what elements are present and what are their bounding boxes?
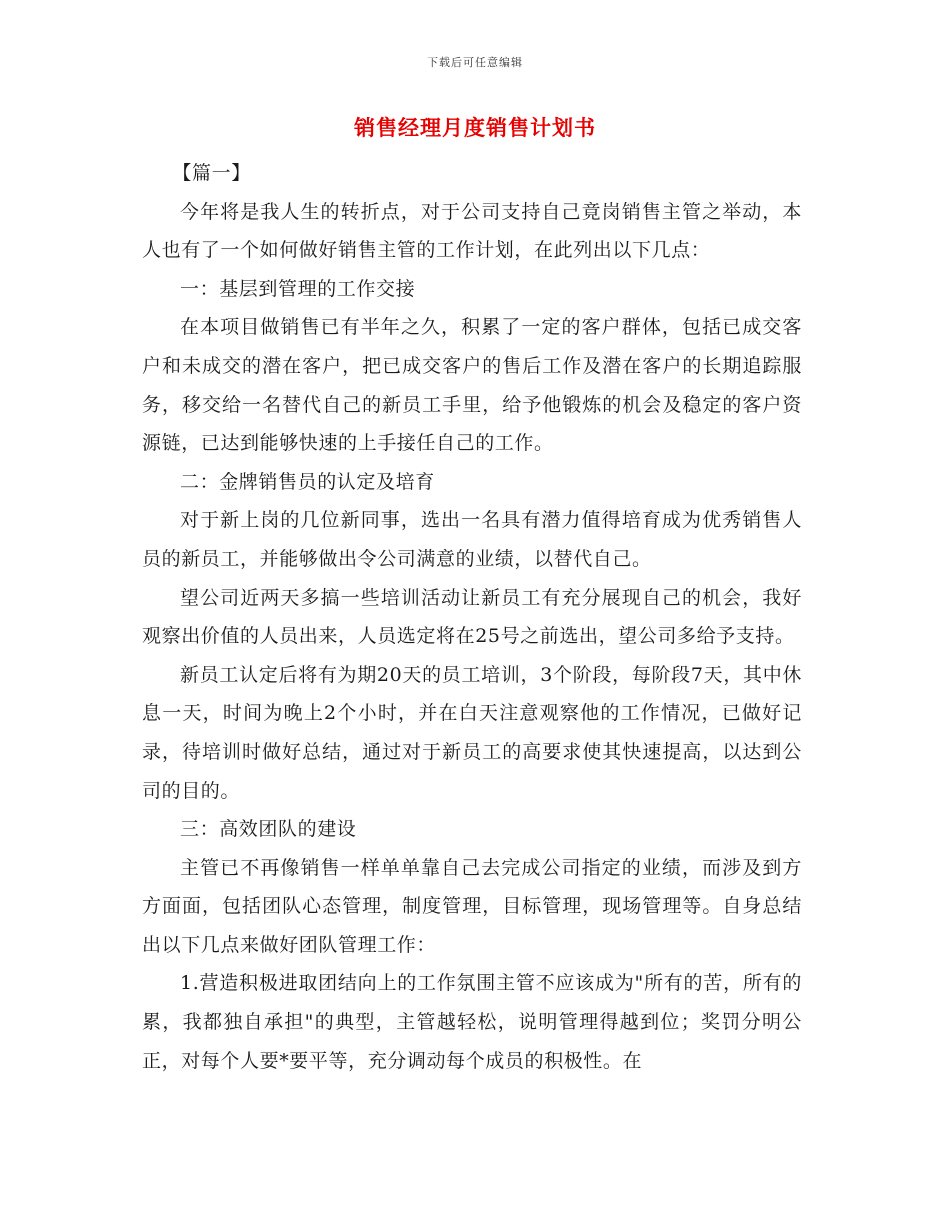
document-title: 销售经理月度销售计划书: [354, 115, 596, 140]
paragraph-intro: 今年将是我人生的转折点，对于公司支持自己竟岗销售主管之举动，本人也有了一个如何做好销售主管的工作计划，在此列出以下几点：: [142, 200, 802, 262]
part-label: 【篇一】: [172, 162, 251, 184]
paragraph-team-management: 主管已不再像销售一样单单靠自己去完成公司指定的业绩，而涉及到方方面面，包括团队心态管理，制度管理，目标管理，现场管理等。自身总结出以下几点来做好团队管理工作：: [142, 856, 802, 956]
paragraph-atmosphere: 1.营造积极进取团结向上的工作氛围主管不应该成为"所有的苦，所有的累，我都独自承担"的典型，主管越轻松，说明管理得越到位；奖罚分明公正，对每个人要*要平等，充分调动每个成员的积极性。在: [142, 972, 802, 1072]
section-heading-1: 一：基层到管理的工作交接: [180, 277, 416, 300]
document-body: [142, 154, 802, 1080]
paragraph-handover: 在本项目做销售已有半年之久，积累了一定的客户群体，包括已成交客户和未成交的潜在客户，把已成交客户的售后工作及潜在客户的长期追踪服务，移交给一名替代自己的新员工手里，给予他锻炼的机会及稳定的客户资源链，已达到能够快速的上手接任自己的工作。: [142, 316, 802, 455]
section-heading-2: 二：金牌销售员的认定及培育: [180, 470, 435, 493]
page-header-note: 下载后可任意编辑: [427, 56, 523, 69]
section-heading-3: 三：高效团队的建设: [180, 818, 357, 841]
paragraph-training-plan: 新员工认定后将有为期20天的员工培训，3个阶段，每阶段7天，其中休息一天，时间为晚上2个小时，并在白天注意观察他的工作情况，已做好记录，待培训时做好总结，通过对于新员工的高要求使其快速提高，以达到公司的目的。: [142, 663, 802, 802]
paragraph-selection: 对于新上岗的几位新同事，选出一名具有潜力值得培育成为优秀销售人员的新员工，并能够做出令公司满意的业绩，以替代自己。: [142, 509, 802, 570]
paragraph-training-request: 望公司近两天多搞一些培训活动让新员工有充分展现自己的机会，我好观察出价值的人员出来，人员选定将在25号之前选出，望公司多给予支持。: [142, 586, 802, 648]
